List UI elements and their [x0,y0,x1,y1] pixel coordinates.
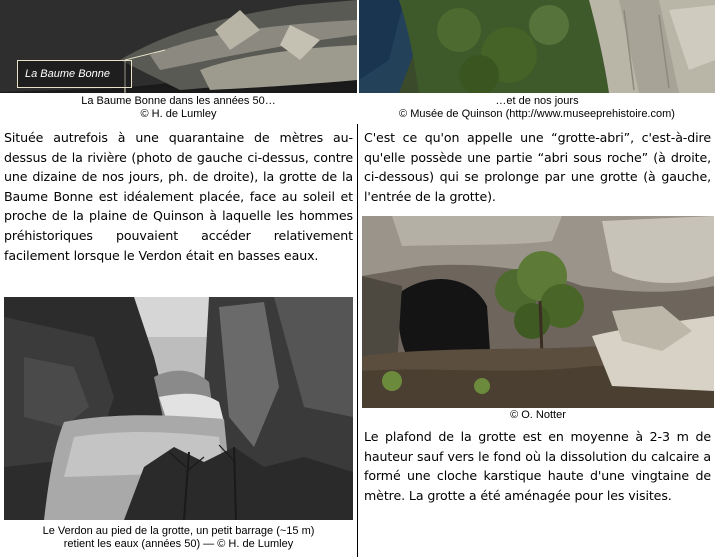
caption-top-left-line2: © H. de Lumley [140,108,217,120]
caption-top-left-line1: La Baume Bonne dans les années 50… [81,95,276,107]
photo-cave-entrance [362,216,714,408]
caption-top-right [359,95,715,121]
photo-baume-bonne-today [359,0,715,93]
paragraph-grotte-abri: C'est ce qu'on appelle une “grotte-abri”, c'est-à-dire qu'elle possède une partie “abri sous roche” (à droite, ci-dessous) qui se prolonge par une grotte (à gauche, l'entrée de la grotte). [364,130,711,204]
caption-bottom-right: © O. Notter [510,409,566,421]
photo-verdon-river-image [4,297,353,520]
paragraph-cave-ceiling: Le plafond de la grotte est en moyenne à 2-3 m de hauteur sauf vers le fond où la dissolution du calcaire a formé une cloche karstique haute d'une vingtaine de mètre. La grotte a été aménagée pour les visites. [364,429,711,503]
caption-top-left [0,95,357,121]
caption-bottom-left-line1: Le Verdon au pied de la grotte, un petit barrage (~15 m) [42,525,315,537]
column-divider [357,124,358,557]
caption-bottom-left [0,525,357,551]
photo-verdon-river [4,297,353,520]
cave-location-label: La Baume Bonne [17,60,132,88]
photo-baume-bonne-1950s [0,0,357,93]
caption-top-right-line1: …et de nos jours [495,95,579,107]
photo-baume-bonne-today-image [359,0,715,93]
caption-bottom-left-line2: retient les eaux (années 50) — © H. de Lumley [63,538,294,550]
caption-top-right-line2: © Musée de Quinson (http://www.museeprehistoire.com) [399,108,675,120]
paragraph-cave-location: Située autrefois à une quarantaine de mètres au-dessus de la rivière (photo de gauche ci-dessus, contre une dizaine de nos jours, ph. de droite), la grotte de la Baume Bonne est idéalement placée, face au soleil et proche de la plaine de Quinson à laquelle les hommes préhistoriques pouvaient accéder relativement facilement lorsque le Verdon était en basses eaux. [4,130,353,263]
photo-cave-entrance-image [362,216,714,408]
